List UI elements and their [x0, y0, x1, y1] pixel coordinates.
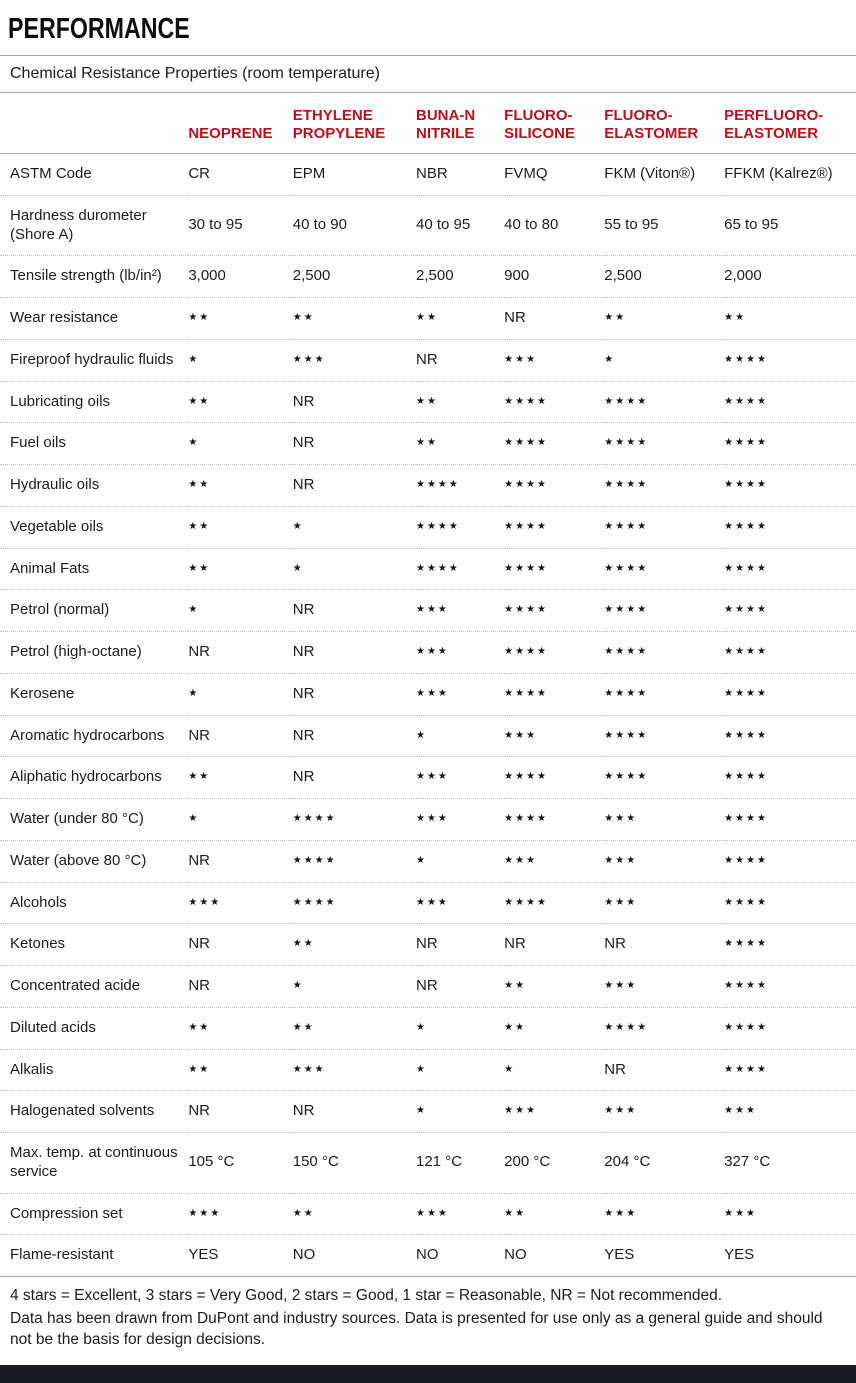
row-label: Fireproof hydraulic fluids	[0, 339, 188, 381]
cell-value: ★★★★	[724, 715, 856, 757]
cell-value: ★★★	[416, 590, 504, 632]
cell-value: NR	[188, 715, 292, 757]
cell-value: ★★★★	[724, 548, 856, 590]
column-header: FLUORO-SILICONE	[504, 107, 575, 142]
cell-value: YES	[724, 1235, 856, 1276]
cell-value: ★★★★	[724, 882, 856, 924]
row-label: Animal Fats	[0, 548, 188, 590]
cell-value: ★	[504, 1049, 604, 1091]
cell-value: ★★★★	[504, 506, 604, 548]
page-title: PERFORMANCE	[8, 13, 190, 45]
cell-value: ★★★★	[724, 673, 856, 715]
cell-value: ★★★★	[504, 632, 604, 674]
cell-value: ★★	[504, 1193, 604, 1235]
row-label: Max. temp. at continuous service	[0, 1133, 188, 1194]
cell-value: 40 to 80	[504, 195, 604, 256]
table-row	[0, 1049, 856, 1091]
cell-value: ★★★★	[293, 840, 416, 882]
row-label: Halogenated solvents	[0, 1091, 188, 1133]
cell-value: ★★★	[604, 799, 724, 841]
cell-value: ★★	[416, 423, 504, 465]
cell-value: NR	[188, 840, 292, 882]
cell-value: FFKM (Kalrez®)	[724, 165, 833, 182]
cell-value: NR	[416, 966, 504, 1008]
cell-value: 121 °C	[416, 1133, 504, 1194]
table-body	[0, 154, 856, 1277]
table-row	[0, 673, 856, 715]
table-row	[0, 298, 856, 340]
cell-value: ★★★	[188, 882, 292, 924]
table-row	[0, 256, 856, 298]
cell-value: ★★	[604, 298, 724, 340]
cell-value: NR	[293, 757, 416, 799]
cell-value: NR	[293, 715, 416, 757]
cell-value: ★★★★	[724, 757, 856, 799]
cell-value: ★★	[188, 298, 292, 340]
cell-value: ★★★★	[416, 548, 504, 590]
cell-value: NO	[293, 1235, 416, 1276]
cell-value: ★	[604, 339, 724, 381]
cell-value: ★★★	[724, 1193, 856, 1235]
cell-value: ★★★	[604, 882, 724, 924]
table-row	[0, 465, 856, 507]
row-label: Petrol (high-octane)	[0, 632, 188, 674]
table-row	[0, 1235, 856, 1276]
row-label: Hardness durometer (Shore A)	[0, 195, 188, 256]
row-label: Water (under 80 °C)	[0, 799, 188, 841]
cell-value: ★★★★	[724, 339, 856, 381]
row-label: Concentrated acide	[0, 966, 188, 1008]
cell-value: ★★★★	[604, 465, 724, 507]
cell-value: ★★★	[293, 339, 416, 381]
cell-value: 40 to 95	[416, 195, 504, 256]
cell-value: ★★★★	[504, 548, 604, 590]
cell-value: ★★★★	[293, 882, 416, 924]
cell-value: ★	[293, 506, 416, 548]
cell-value: ★★★	[604, 966, 724, 1008]
cell-value: ★★★★	[416, 506, 504, 548]
table-row	[0, 506, 856, 548]
cell-value: ★★★★	[604, 423, 724, 465]
column-header: PERFLUORO-ELASTOMER	[724, 107, 824, 142]
column-header: BUNA-N NITRILE	[416, 107, 476, 142]
cell-value: ★	[188, 673, 292, 715]
table-row	[0, 423, 856, 465]
cell-value: ★★★★	[724, 423, 856, 465]
row-label: Ketones	[0, 924, 188, 966]
row-label: Fuel oils	[0, 423, 188, 465]
cell-value: NR	[293, 673, 416, 715]
cell-value: FVMQ	[504, 165, 548, 182]
table-row	[0, 924, 856, 966]
row-label: Wear resistance	[0, 298, 188, 340]
cell-value: 105 °C	[188, 1133, 292, 1194]
table-row	[0, 381, 856, 423]
corner-cell	[0, 93, 188, 154]
cell-value: ★★	[188, 465, 292, 507]
cell-value: ★★★	[188, 1193, 292, 1235]
cell-value: ★★★	[724, 1091, 856, 1133]
column-header: ETHYLENE PROPYLENE	[292, 107, 386, 142]
cell-value: 2,000	[724, 256, 856, 298]
footer-bar	[0, 1365, 856, 1383]
row-label: Compression set	[0, 1193, 188, 1235]
cell-value: NO	[416, 1235, 504, 1276]
row-label: Lubricating oils	[0, 381, 188, 423]
row-label: Vegetable oils	[0, 506, 188, 548]
cell-value: NR	[188, 632, 292, 674]
cell-value: 204 °C	[604, 1133, 724, 1194]
cell-value: ★★	[724, 298, 856, 340]
cell-value: ★★★	[416, 799, 504, 841]
cell-value: ★★★★	[293, 799, 416, 841]
cell-value: ★	[188, 339, 292, 381]
cell-value: ★★★	[416, 757, 504, 799]
chemical-resistance-table	[0, 93, 856, 1276]
row-label: ASTM Code	[10, 165, 92, 182]
cell-value: EPM	[292, 165, 326, 182]
table-row	[0, 154, 856, 196]
cell-value: ★★	[188, 548, 292, 590]
cell-value: ★★★★	[724, 966, 856, 1008]
table-row	[0, 339, 856, 381]
cell-value: ★★★★	[604, 381, 724, 423]
legend-line: 4 stars = Excellent, 3 stars = Very Good, 2 stars = Good, 1 star = Reasonable, NR = Not recommended.	[10, 1287, 723, 1304]
cell-value: NR	[416, 924, 504, 966]
cell-value: ★★★★	[604, 632, 724, 674]
cell-value: ★	[188, 423, 292, 465]
cell-value: ★★★	[416, 632, 504, 674]
table-row	[0, 1133, 856, 1194]
cell-value: ★★★★	[504, 381, 604, 423]
cell-value: ★★★★	[504, 799, 604, 841]
cell-value: NR	[293, 465, 416, 507]
cell-value: ★★	[293, 1193, 416, 1235]
column-header: NEOPRENE	[188, 125, 273, 142]
cell-value: ★★★	[604, 840, 724, 882]
cell-value: ★	[416, 1049, 504, 1091]
cell-value: ★★	[504, 966, 604, 1008]
cell-value: 2,500	[604, 256, 724, 298]
cell-value: NR	[504, 924, 604, 966]
cell-value: ★★★★	[504, 757, 604, 799]
row-label: Kerosene	[0, 673, 188, 715]
cell-value: 900	[504, 256, 604, 298]
cell-value: NO	[504, 1235, 604, 1276]
cell-value: ★★★★	[504, 673, 604, 715]
cell-value: ★★	[416, 298, 504, 340]
cell-value: ★★★	[504, 1091, 604, 1133]
cell-value: 55 to 95	[604, 195, 724, 256]
cell-value: ★★★★	[604, 715, 724, 757]
cell-value: 327 °C	[724, 1133, 856, 1194]
cell-value: NR	[293, 632, 416, 674]
cell-value: NR	[293, 423, 416, 465]
cell-value: NR	[188, 966, 292, 1008]
row-label: Aliphatic hydrocarbons	[0, 757, 188, 799]
cell-value: ★★★	[416, 673, 504, 715]
row-label: Hydraulic oils	[0, 465, 188, 507]
cell-value: ★	[416, 1091, 504, 1133]
cell-value: NR	[604, 1049, 724, 1091]
header-row	[0, 93, 856, 154]
table-row	[0, 590, 856, 632]
cell-value: 200 °C	[504, 1133, 604, 1194]
cell-value: ★★★★	[504, 882, 604, 924]
cell-value: NR	[293, 1091, 416, 1133]
cell-value: 30 to 95	[188, 195, 292, 256]
row-label: Diluted acids	[0, 1007, 188, 1049]
table-row	[0, 966, 856, 1008]
cell-value: CR	[188, 165, 210, 182]
cell-value: ★★★	[504, 715, 604, 757]
cell-value: ★★★	[604, 1193, 724, 1235]
table-row	[0, 840, 856, 882]
cell-value: ★★★★	[416, 465, 504, 507]
table-legend	[0, 1276, 856, 1365]
cell-value: ★★★	[293, 1049, 416, 1091]
row-label: Petrol (normal)	[0, 590, 188, 632]
cell-value: NBR	[416, 165, 448, 182]
table-row	[0, 715, 856, 757]
cell-value: ★★★★	[724, 632, 856, 674]
row-label: Tensile strength (lb/in²)	[0, 256, 188, 298]
cell-value: ★★★★	[724, 465, 856, 507]
cell-value: ★★★★	[724, 590, 856, 632]
cell-value: ★	[416, 715, 504, 757]
table-row	[0, 632, 856, 674]
cell-value: NR	[188, 924, 292, 966]
cell-value: ★	[293, 548, 416, 590]
cell-value: ★★★	[604, 1091, 724, 1133]
row-label: Flame-resistant	[0, 1235, 188, 1276]
cell-value: ★★★	[504, 840, 604, 882]
table-row	[0, 882, 856, 924]
cell-value: ★★★★	[604, 548, 724, 590]
cell-value: 2,500	[293, 256, 416, 298]
cell-value: ★★★★	[724, 1007, 856, 1049]
cell-value: ★★★★	[604, 673, 724, 715]
row-label: Water (above 80 °C)	[0, 840, 188, 882]
cell-value: ★★★★	[604, 590, 724, 632]
table-row	[0, 195, 856, 256]
cell-value: ★★★★	[604, 757, 724, 799]
table-row	[0, 799, 856, 841]
cell-value: 3,000	[188, 256, 292, 298]
section-subtitle: Chemical Resistance Properties (room temperature)	[0, 55, 856, 93]
cell-value: ★★	[293, 1007, 416, 1049]
cell-value: ★★	[188, 1007, 292, 1049]
cell-value: ★★★★	[724, 506, 856, 548]
cell-value: ★★★★	[724, 381, 856, 423]
cell-value: ★★★	[416, 882, 504, 924]
cell-value: 2,500	[416, 256, 504, 298]
cell-value: 65 to 95	[724, 195, 856, 256]
row-label: Alkalis	[0, 1049, 188, 1091]
cell-value: ★★★	[416, 1193, 504, 1235]
cell-value: ★	[416, 840, 504, 882]
cell-value: ★★	[293, 924, 416, 966]
cell-value: ★★	[188, 506, 292, 548]
table-header	[0, 93, 856, 154]
cell-value: ★	[293, 966, 416, 1008]
cell-value: ★★★★	[504, 465, 604, 507]
cell-value: 40 to 90	[293, 195, 416, 256]
cell-value: 150 °C	[293, 1133, 416, 1194]
cell-value: YES	[188, 1235, 292, 1276]
cell-value: NR	[416, 339, 504, 381]
cell-value: ★★	[188, 757, 292, 799]
column-header: FLUORO-ELASTOMER	[604, 107, 699, 142]
cell-value: NR	[604, 924, 724, 966]
cell-value: ★★	[188, 381, 292, 423]
cell-value: NR	[504, 298, 604, 340]
cell-value: ★★	[416, 381, 504, 423]
table-row	[0, 1091, 856, 1133]
cell-value: ★★★★	[724, 799, 856, 841]
cell-value: YES	[604, 1235, 724, 1276]
cell-value: ★★★★	[504, 423, 604, 465]
cell-value: ★★★★	[724, 840, 856, 882]
table-row	[0, 548, 856, 590]
cell-value: ★★★★	[504, 590, 604, 632]
cell-value: ★	[416, 1007, 504, 1049]
cell-value: ★★★★	[604, 1007, 724, 1049]
cell-value: ★★★★	[604, 506, 724, 548]
cell-value: ★★	[293, 298, 416, 340]
cell-value: ★★	[188, 1049, 292, 1091]
cell-value: ★★★★	[724, 1049, 856, 1091]
row-label: Alcohols	[0, 882, 188, 924]
cell-value: FKM (Viton®)	[604, 165, 696, 182]
cell-value: ★★★	[504, 339, 604, 381]
row-label: Aromatic hydrocarbons	[0, 715, 188, 757]
cell-value: ★	[188, 799, 292, 841]
table-row	[0, 757, 856, 799]
cell-value: ★	[188, 590, 292, 632]
disclaimer-text: Data has been drawn from DuPont and industry sources. Data is presented for use only as a general guide and should not be the basis for design decisions.	[10, 1309, 823, 1348]
cell-value: NR	[188, 1091, 292, 1133]
table-row	[0, 1007, 856, 1049]
cell-value: NR	[293, 590, 416, 632]
cell-value: ★★★★	[724, 924, 856, 966]
table-row	[0, 1193, 856, 1235]
cell-value: ★★	[504, 1007, 604, 1049]
cell-value: NR	[293, 381, 416, 423]
